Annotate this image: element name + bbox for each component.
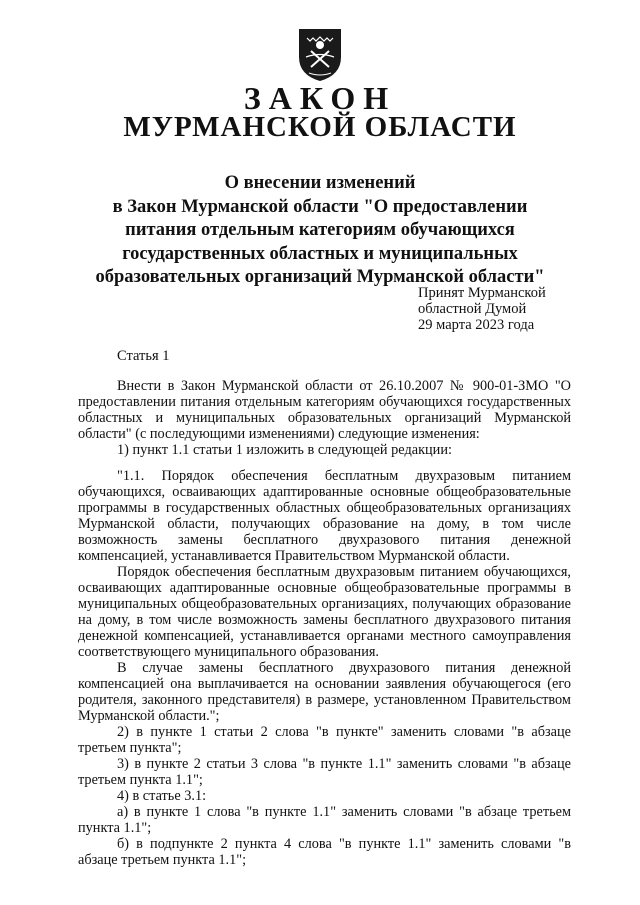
paragraph: а) в пункте 1 слова "в пункте 1.1" заменить словами "в абзаце третьем пункта 1.1"; [78, 804, 571, 836]
region-title: МУРМАНСКОЙ ОБЛАСТИ [123, 111, 517, 143]
paragraph: 1) пункт 1.1 статьи 1 изложить в следующей редакции: [117, 442, 452, 458]
adoption-line: Принят Мурманской [418, 285, 546, 301]
subject-line: О внесении изменений [224, 173, 416, 193]
paragraph: В случае замены бесплатного двухразового питания денежной компенсацией она выплачивается на основании заявления обучающегося (его родителя, законного представителя) в размере, установленном Правительством Мурманской области."; [78, 660, 571, 724]
murmansk-coat-of-arms-icon [297, 27, 343, 83]
article-title: Статья 1 [117, 348, 170, 364]
subject-line: государственных областных и муниципальных [122, 243, 518, 264]
subject-line: образовательных организаций Мурманской области" [95, 267, 545, 287]
paragraph: 4) в статье 3.1: [117, 788, 207, 804]
law-title: ЗАКОН [243, 80, 397, 116]
subject-line: питания отдельным категориям обучающихся [125, 220, 515, 240]
law-subject-heading [0, 172, 640, 290]
paragraph: Внести в Закон Мурманской области от 26.10.2007 № 900-01-ЗМО "О предоставлении питания отдельным категориям обучающихся государственных областных и муниципальных образовательных организаций Мурманской области" (с последующими изменениями) следующие изменения: [78, 378, 571, 442]
adoption-note [418, 285, 546, 333]
paragraph: 3) в пункте 2 статьи 3 слова "в пункте 1.1" заменить словами "в абзаце третьем пункта 1.1"; [78, 756, 571, 788]
article-body [78, 378, 571, 868]
coat-of-arms-icon [297, 27, 343, 83]
adoption-date: 29 марта 2023 года [418, 317, 535, 333]
paragraph: б) в подпункте 2 пункта 4 слова "в пункте 1.1" заменить словами "в абзаце третьем пункта 1.1"; [78, 836, 571, 868]
paragraph: "1.1. Порядок обеспечения бесплатным двухразовым питанием обучающихся, осваивающих адаптированные основные общеобразовательные программы в государственных областных общеобразовательных организациях Мурманской области, получающих образование на дому, в том числе возможность замены бесплатного двухразового питания денежной компенсацией, устанавливается Правительством Мурманской области. [78, 468, 571, 564]
adoption-line: областной Думой [418, 301, 527, 317]
subject-line: в Закон Мурманской области "О предоставлении [112, 196, 528, 217]
paragraph: 2) в пункте 1 статьи 2 слова "в пункте" заменить словами "в абзаце третьем пункта"; [78, 724, 571, 756]
paragraph: Порядок обеспечения бесплатным двухразовым питанием обучающихся, осваивающих адаптированные основные общеобразовательные программы в муниципальных общеобразовательных организациях, получающих образование на дому, в том числе возможность замены бесплатного двухразового питания денежной компенсацией, устанавливается органами местного самоуправления соответствующего муниципального образования. [78, 564, 571, 660]
